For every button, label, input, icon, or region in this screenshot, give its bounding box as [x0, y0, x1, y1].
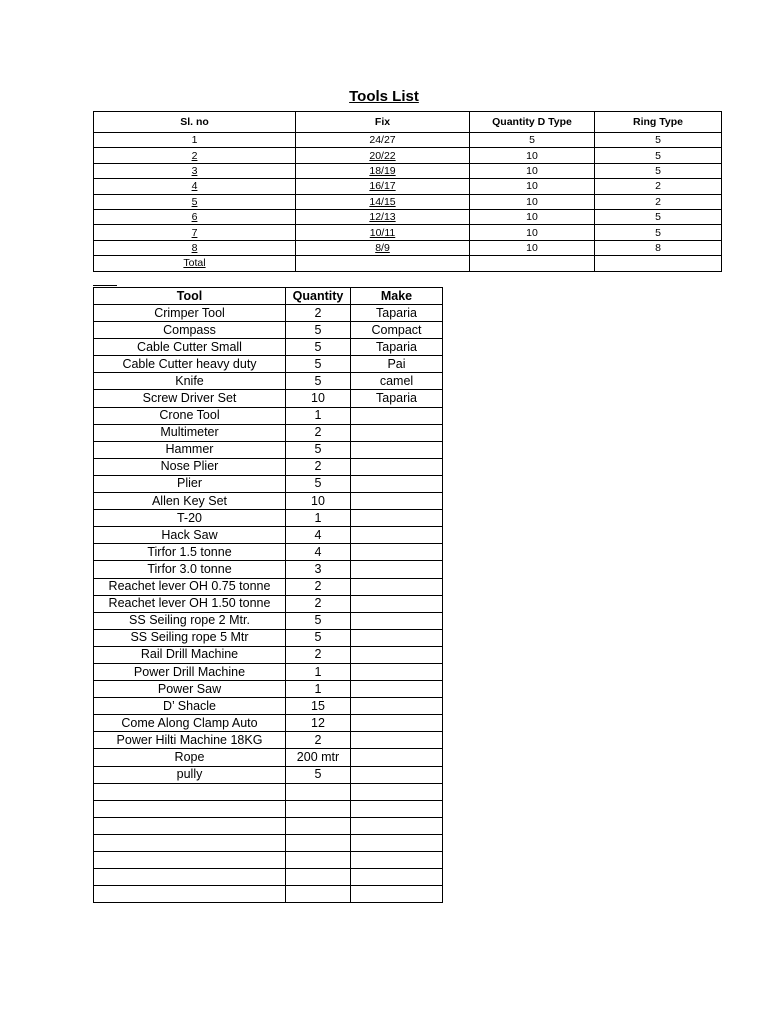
fix-cell: 24/27	[296, 133, 470, 148]
empty-row	[94, 834, 443, 851]
tool-cell	[94, 834, 286, 851]
table-row	[94, 194, 722, 209]
quantity-d-type-cell: 10	[470, 163, 595, 178]
table-row	[94, 225, 722, 240]
make-cell	[351, 561, 443, 578]
quantity-d-type-cell: 5	[470, 133, 595, 148]
quantity-cell	[286, 886, 351, 903]
tool-cell	[94, 817, 286, 834]
tool-cell: Come Along Clamp Auto	[94, 715, 286, 732]
table-row	[94, 561, 443, 578]
make-cell: camel	[351, 373, 443, 390]
make-cell	[351, 544, 443, 561]
quantity-cell: 12	[286, 715, 351, 732]
sl-no-cell: 3	[94, 163, 296, 178]
total-row	[94, 256, 722, 271]
make-cell: Taparia	[351, 305, 443, 322]
make-cell	[351, 852, 443, 869]
make-cell	[351, 766, 443, 783]
tool-cell	[94, 852, 286, 869]
quantity-cell: 1	[286, 663, 351, 680]
quantity-d-type-cell: 10	[470, 240, 595, 255]
make-cell: Taparia	[351, 339, 443, 356]
header-quantity: Quantity	[286, 288, 351, 305]
table-row	[94, 133, 722, 148]
fix-cell: 20/22	[296, 148, 470, 163]
header-sl-no: Sl. no	[94, 112, 296, 133]
sl-no-cell: 2	[94, 148, 296, 163]
sl-no-cell: 6	[94, 209, 296, 224]
empty-row	[94, 783, 443, 800]
tool-cell: Cable Cutter heavy duty	[94, 356, 286, 373]
tool-cell: Power Drill Machine	[94, 663, 286, 680]
table-row	[94, 493, 443, 510]
table-row	[94, 458, 443, 475]
quantity-cell	[286, 783, 351, 800]
make-cell	[351, 732, 443, 749]
make-cell	[351, 834, 443, 851]
tool-cell: SS Seiling rope 5 Mtr	[94, 629, 286, 646]
quantity-cell: 1	[286, 681, 351, 698]
table-row	[94, 732, 443, 749]
ring-type-cell: 5	[595, 209, 722, 224]
tool-cell: Power Hilti Machine 18KG	[94, 732, 286, 749]
fix-cell: 8/9	[296, 240, 470, 255]
make-cell	[351, 715, 443, 732]
quantity-d-type-cell: 10	[470, 225, 595, 240]
ring-type-cell: 5	[595, 225, 722, 240]
sl-no-cell: 4	[94, 179, 296, 194]
header-make: Make	[351, 288, 443, 305]
tool-cell: Rope	[94, 749, 286, 766]
make-cell	[351, 510, 443, 527]
tool-cell: Hammer	[94, 441, 286, 458]
make-cell: Taparia	[351, 390, 443, 407]
ring-type-cell: 2	[595, 179, 722, 194]
make-cell	[351, 578, 443, 595]
make-cell	[351, 407, 443, 424]
table-row	[94, 578, 443, 595]
quantity-cell: 5	[286, 373, 351, 390]
make-cell	[351, 458, 443, 475]
header-fix: Fix	[296, 112, 470, 133]
make-cell	[351, 646, 443, 663]
table-row	[94, 646, 443, 663]
total-label: Total	[94, 256, 296, 271]
table-row	[94, 305, 443, 322]
make-cell	[351, 800, 443, 817]
page-title: Tools List	[349, 88, 419, 105]
tool-cell: Crone Tool	[94, 407, 286, 424]
quantity-cell: 5	[286, 322, 351, 339]
tool-cell: Knife	[94, 373, 286, 390]
sl-no-cell: 7	[94, 225, 296, 240]
quantity-cell	[286, 800, 351, 817]
table-row	[94, 240, 722, 255]
tool-cell: Reachet lever OH 0.75 tonne	[94, 578, 286, 595]
tools-table-header	[94, 288, 443, 305]
tool-cell: Hack Saw	[94, 527, 286, 544]
table-row	[94, 612, 443, 629]
quantity-cell: 2	[286, 646, 351, 663]
make-cell	[351, 663, 443, 680]
table-row	[94, 663, 443, 680]
total-cell	[595, 256, 722, 271]
fix-table-header	[94, 112, 722, 133]
quantity-d-type-cell: 10	[470, 209, 595, 224]
quantity-cell	[286, 869, 351, 886]
quantity-cell: 4	[286, 527, 351, 544]
table-row	[94, 424, 443, 441]
make-cell	[351, 493, 443, 510]
make-cell	[351, 817, 443, 834]
quantity-cell: 5	[286, 441, 351, 458]
make-cell	[351, 629, 443, 646]
tool-cell	[94, 869, 286, 886]
quantity-cell: 15	[286, 698, 351, 715]
ring-type-cell: 5	[595, 163, 722, 178]
quantity-cell	[286, 817, 351, 834]
table-row	[94, 681, 443, 698]
make-cell	[351, 424, 443, 441]
tool-cell: Screw Driver Set	[94, 390, 286, 407]
quantity-cell: 5	[286, 475, 351, 492]
empty-row	[94, 886, 443, 903]
quantity-d-type-cell: 10	[470, 148, 595, 163]
table-row	[94, 698, 443, 715]
tool-cell: Tirfor 3.0 tonne	[94, 561, 286, 578]
empty-row	[94, 817, 443, 834]
make-cell	[351, 783, 443, 800]
total-cell	[296, 256, 470, 271]
table-row	[94, 510, 443, 527]
table-row	[94, 527, 443, 544]
quantity-cell: 2	[286, 305, 351, 322]
header-ring-type: Ring Type	[595, 112, 722, 133]
quantity-cell: 2	[286, 732, 351, 749]
empty-row	[94, 869, 443, 886]
tool-cell: Crimper Tool	[94, 305, 286, 322]
ring-type-cell: 2	[595, 194, 722, 209]
quantity-cell: 5	[286, 766, 351, 783]
quantity-cell	[286, 834, 351, 851]
empty-row	[94, 800, 443, 817]
tool-cell: Power Saw	[94, 681, 286, 698]
quantity-cell	[286, 852, 351, 869]
tool-cell: Nose Plier	[94, 458, 286, 475]
quantity-cell: 10	[286, 390, 351, 407]
table-row	[94, 209, 722, 224]
tool-cell: pully	[94, 766, 286, 783]
quantity-cell: 2	[286, 424, 351, 441]
fix-cell: 10/11	[296, 225, 470, 240]
table-row	[94, 629, 443, 646]
make-cell	[351, 595, 443, 612]
tool-cell	[94, 800, 286, 817]
make-cell	[351, 869, 443, 886]
quantity-cell: 4	[286, 544, 351, 561]
fix-cell: 18/19	[296, 163, 470, 178]
empty-row	[94, 852, 443, 869]
quantity-cell: 5	[286, 612, 351, 629]
table-row	[94, 179, 722, 194]
table-row	[94, 749, 443, 766]
table-row	[94, 390, 443, 407]
make-cell	[351, 698, 443, 715]
tool-cell: Allen Key Set	[94, 493, 286, 510]
table-row	[94, 544, 443, 561]
fix-cell: 14/15	[296, 194, 470, 209]
sl-no-cell: 5	[94, 194, 296, 209]
tool-cell: SS Seiling rope 2 Mtr.	[94, 612, 286, 629]
table-row	[94, 475, 443, 492]
quantity-cell: 2	[286, 458, 351, 475]
make-cell	[351, 475, 443, 492]
make-cell	[351, 749, 443, 766]
table-row	[94, 339, 443, 356]
tool-cell: Reachet lever OH 1.50 tonne	[94, 595, 286, 612]
tool-cell: T-20	[94, 510, 286, 527]
table-row	[94, 766, 443, 783]
header-tool: Tool	[94, 288, 286, 305]
ring-type-cell: 5	[595, 133, 722, 148]
quantity-cell: 5	[286, 629, 351, 646]
fix-cell: 12/13	[296, 209, 470, 224]
make-cell	[351, 681, 443, 698]
table-row	[94, 715, 443, 732]
quantity-cell: 5	[286, 356, 351, 373]
quantity-cell: 3	[286, 561, 351, 578]
tool-cell: Multimeter	[94, 424, 286, 441]
table-row	[94, 407, 443, 424]
ring-type-cell: 5	[595, 148, 722, 163]
quantity-d-type-cell: 10	[470, 179, 595, 194]
table-row	[94, 322, 443, 339]
table-row	[94, 373, 443, 390]
header-quantity-d-type: Quantity D Type	[470, 112, 595, 133]
tool-cell	[94, 886, 286, 903]
table-row	[94, 356, 443, 373]
tool-cell: Tirfor 1.5 tonne	[94, 544, 286, 561]
tools-table	[93, 287, 443, 903]
quantity-d-type-cell: 10	[470, 194, 595, 209]
make-cell	[351, 527, 443, 544]
fix-cell: 16/17	[296, 179, 470, 194]
make-cell: Compact	[351, 322, 443, 339]
quantity-cell: 1	[286, 407, 351, 424]
total-cell	[470, 256, 595, 271]
table-row	[94, 595, 443, 612]
tool-cell: D’ Shacle	[94, 698, 286, 715]
table-row	[94, 163, 722, 178]
table-row	[94, 148, 722, 163]
tool-cell	[94, 783, 286, 800]
quantity-cell: 5	[286, 339, 351, 356]
fix-table	[93, 111, 722, 272]
ring-type-cell: 8	[595, 240, 722, 255]
sl-no-cell: 8	[94, 240, 296, 255]
make-cell	[351, 441, 443, 458]
quantity-cell: 10	[286, 493, 351, 510]
quantity-cell: 2	[286, 578, 351, 595]
make-cell	[351, 886, 443, 903]
quantity-cell: 1	[286, 510, 351, 527]
separator-line	[93, 285, 117, 286]
tool-cell: Cable Cutter Small	[94, 339, 286, 356]
tool-cell: Rail Drill Machine	[94, 646, 286, 663]
tool-cell: Plier	[94, 475, 286, 492]
tool-cell: Compass	[94, 322, 286, 339]
table-row	[94, 441, 443, 458]
make-cell: Pai	[351, 356, 443, 373]
make-cell	[351, 612, 443, 629]
quantity-cell: 200 mtr	[286, 749, 351, 766]
quantity-cell: 2	[286, 595, 351, 612]
sl-no-cell: 1	[94, 133, 296, 148]
